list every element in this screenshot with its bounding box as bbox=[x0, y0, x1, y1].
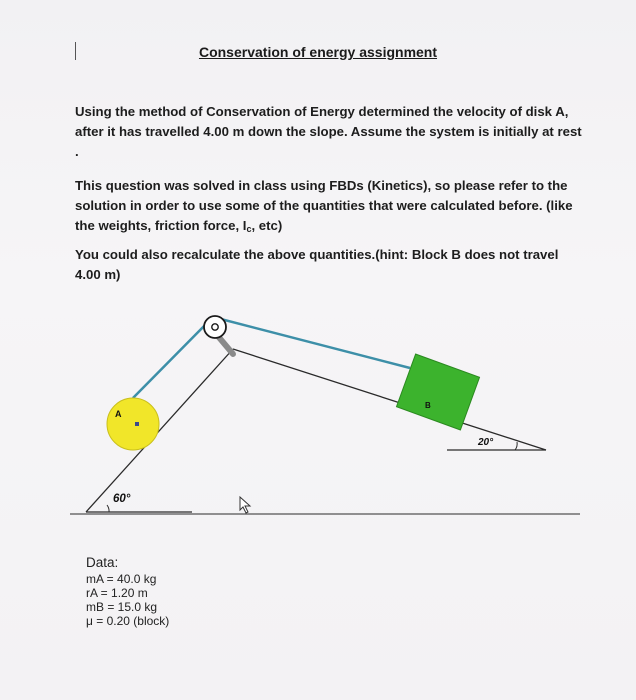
rope-pulley-to-block bbox=[213, 317, 410, 368]
pulley bbox=[204, 316, 226, 338]
rope-disk-to-pulley bbox=[133, 317, 213, 398]
data-friction-coefficient: μ = 0.20 (block) bbox=[86, 614, 170, 628]
mechanics-diagram bbox=[0, 300, 636, 550]
data-block bbox=[86, 556, 169, 628]
left-angle-arc bbox=[107, 505, 109, 512]
paragraph-2-subscript: c bbox=[246, 224, 252, 234]
mouse-pointer-icon bbox=[240, 497, 250, 513]
data-mass-b: mB = 15.0 kg bbox=[86, 600, 158, 614]
right-angle-label: 20° bbox=[478, 437, 494, 448]
data-mass-a: mA = 40.0 kg bbox=[86, 572, 157, 586]
data-radius-a: rA = 1.20 m bbox=[86, 586, 148, 600]
right-angle-arc bbox=[515, 442, 517, 450]
right-incline bbox=[233, 349, 546, 450]
left-angle-label: 60° bbox=[113, 493, 131, 505]
block-b bbox=[396, 354, 479, 430]
paragraph-2-tail: , etc) bbox=[251, 218, 283, 233]
data-label: Data: bbox=[86, 555, 119, 570]
paragraph-2-text: This question was solved in class using FBDs (Kinetics), so please refer to the solution in order to use some of the quantities that were calculated before. (like the weights, friction force, I bbox=[75, 178, 573, 233]
instruction-paragraph-1: Using the method of Conservation of Energy determined the velocity of disk A, after it has travelled 4.00 m down the slope. Assume the system is initially at rest . bbox=[75, 104, 582, 159]
block-b-label: B bbox=[425, 401, 431, 410]
disk-a-label: A bbox=[115, 409, 122, 419]
disk-a-center bbox=[135, 422, 139, 426]
disk-a bbox=[107, 398, 159, 450]
instruction-paragraph-2 bbox=[75, 176, 585, 239]
page-title: Conservation of energy assignment bbox=[198, 44, 438, 60]
instruction-paragraph-3: You could also recalculate the above quantities.(hint: Block B does not travel 4.00 m) bbox=[75, 247, 559, 282]
